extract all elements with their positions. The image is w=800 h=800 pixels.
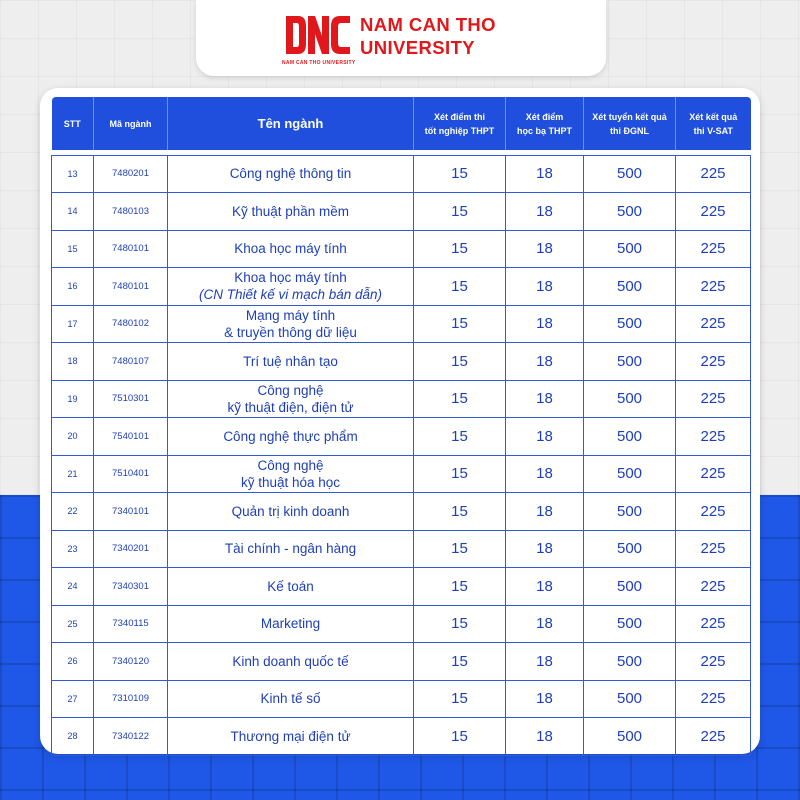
major-name-line1: Mạng máy tính <box>245 307 336 323</box>
cell-major-name <box>168 568 414 606</box>
cell-major-code: 7480101 <box>94 230 168 268</box>
cell-major-code: 7480201 <box>94 155 168 193</box>
table-body <box>52 150 751 755</box>
cell-thpt-score: 15 <box>414 455 506 493</box>
major-name-line1: Quản trị kinh doanh <box>231 503 350 519</box>
cell-dgnl-score: 500 <box>584 530 676 568</box>
major-name-line1: Khoa học máy tính <box>234 270 347 286</box>
cell-major-name <box>168 680 414 718</box>
cell-stt: 18 <box>52 343 94 381</box>
cell-dgnl-score: 500 <box>584 455 676 493</box>
table-row <box>52 643 751 681</box>
cell-major-code: 7480101 <box>94 268 168 306</box>
major-name-line1: Công nghệ <box>257 457 324 473</box>
cell-vsat-score: 225 <box>676 155 751 193</box>
cell-dgnl-score: 500 <box>584 680 676 718</box>
university-name <box>360 13 496 59</box>
cell-thpt-score: 15 <box>414 493 506 531</box>
cell-major-code: 7340201 <box>94 530 168 568</box>
cell-thpt-score: 15 <box>414 568 506 606</box>
cell-dgnl-score: 500 <box>584 268 676 306</box>
cell-stt: 13 <box>52 155 94 193</box>
table-row <box>52 418 751 456</box>
header-dgnl-line1: Xét tuyển kết quả <box>592 111 667 122</box>
cell-major-code: 7540101 <box>94 418 168 456</box>
cell-dgnl-score: 500 <box>584 380 676 418</box>
cell-dgnl-score: 500 <box>584 193 676 231</box>
major-name-line1: Trí tuệ nhân tạo <box>243 353 338 369</box>
cell-hocba-score: 18 <box>506 155 584 193</box>
cell-thpt-score: 15 <box>414 605 506 643</box>
cell-thpt-score: 15 <box>414 268 506 306</box>
major-name-line1: Kinh tế số <box>260 691 321 707</box>
cell-vsat-score: 225 <box>676 268 751 306</box>
cell-major-name <box>168 268 414 306</box>
cell-stt: 15 <box>52 230 94 268</box>
cell-thpt-score: 15 <box>414 343 506 381</box>
cell-hocba-score: 18 <box>506 268 584 306</box>
major-name-line1: Kỹ thuật phần mềm <box>231 203 350 219</box>
cell-dgnl-score: 500 <box>584 155 676 193</box>
table-row <box>52 680 751 718</box>
table-row <box>52 193 751 231</box>
cell-stt: 16 <box>52 268 94 306</box>
cell-thpt-score: 15 <box>414 680 506 718</box>
cell-major-code: 7310109 <box>94 680 168 718</box>
table-row <box>52 605 751 643</box>
table-row <box>52 230 751 268</box>
cell-major-name <box>168 718 414 756</box>
cell-thpt-score: 15 <box>414 155 506 193</box>
cell-stt: 21 <box>52 455 94 493</box>
major-name-line1: Thương mại điện tử <box>230 728 351 744</box>
cell-major-name <box>168 193 414 231</box>
header-hocba-line2: học bạ THPT <box>516 125 572 136</box>
header-stt: STT <box>52 97 94 150</box>
header-code: Mã ngành <box>94 97 168 150</box>
cell-vsat-score: 225 <box>676 418 751 456</box>
cell-hocba-score: 18 <box>506 193 584 231</box>
cell-hocba-score: 18 <box>506 343 584 381</box>
cell-dgnl-score: 500 <box>584 230 676 268</box>
cell-dgnl-score: 500 <box>584 718 676 756</box>
cell-hocba-score: 18 <box>506 605 584 643</box>
cell-thpt-score: 15 <box>414 718 506 756</box>
cell-dgnl-score: 500 <box>584 418 676 456</box>
cell-dgnl-score: 500 <box>584 343 676 381</box>
cell-vsat-score: 225 <box>676 530 751 568</box>
header-thpt-line1: Xét điểm thi <box>433 111 485 122</box>
cell-vsat-score: 225 <box>676 493 751 531</box>
cell-major-name <box>168 343 414 381</box>
admission-table <box>51 97 751 756</box>
table-row <box>52 530 751 568</box>
major-name-line1: Công nghệ thực phẩm <box>223 428 358 444</box>
header-thpt-line2: tốt nghiệp THPT <box>424 125 495 136</box>
table-row <box>52 155 751 193</box>
major-name-line2: kỹ thuật hóa học <box>240 474 341 490</box>
cell-stt: 19 <box>52 380 94 418</box>
cell-hocba-score: 18 <box>506 305 584 343</box>
cell-stt: 14 <box>52 193 94 231</box>
logo-subtitle: NAM CAN THO UNIVERSITY <box>282 60 356 66</box>
cell-major-name <box>168 493 414 531</box>
header-name: Tên ngành <box>168 97 414 150</box>
header-hocba-line1: Xét điểm <box>525 111 564 122</box>
major-name-line1: Tài chính - ngân hàng <box>224 541 357 557</box>
cell-hocba-score: 18 <box>506 718 584 756</box>
major-name-line1: Kế toán <box>267 578 314 594</box>
cell-stt: 22 <box>52 493 94 531</box>
table-row <box>52 718 751 756</box>
cell-major-name <box>168 643 414 681</box>
table-row <box>52 268 751 306</box>
cell-vsat-score: 225 <box>676 680 751 718</box>
cell-vsat-score: 225 <box>676 380 751 418</box>
header-vsat <box>676 97 751 150</box>
cell-major-code: 7510401 <box>94 455 168 493</box>
cell-major-name <box>168 380 414 418</box>
cell-hocba-score: 18 <box>506 455 584 493</box>
table-row <box>52 568 751 606</box>
cell-thpt-score: 15 <box>414 418 506 456</box>
logo-header <box>196 0 606 76</box>
header-dgnl-line2: thi ĐGNL <box>610 125 649 136</box>
cell-major-code: 7340122 <box>94 718 168 756</box>
cell-stt: 17 <box>52 305 94 343</box>
cell-major-name <box>168 305 414 343</box>
major-name-line2: (CN Thiết kế vi mạch bán dẫn) <box>198 287 383 303</box>
header-vsat-line2: thi V-SAT <box>693 125 733 136</box>
cell-thpt-score: 15 <box>414 380 506 418</box>
cell-stt: 27 <box>52 680 94 718</box>
cell-dgnl-score: 500 <box>584 643 676 681</box>
cell-stt: 24 <box>52 568 94 606</box>
cell-stt: 25 <box>52 605 94 643</box>
header-hocba <box>506 97 584 150</box>
cell-hocba-score: 18 <box>506 530 584 568</box>
cell-major-code: 7510301 <box>94 380 168 418</box>
cell-major-name <box>168 455 414 493</box>
cell-major-code: 7480103 <box>94 193 168 231</box>
major-name-line1: Marketing <box>260 616 321 632</box>
university-logo-mark <box>284 12 352 58</box>
cell-dgnl-score: 500 <box>584 305 676 343</box>
cell-stt: 23 <box>52 530 94 568</box>
cell-stt: 20 <box>52 418 94 456</box>
major-name-line2: kỹ thuật điện, điện tử <box>227 399 354 415</box>
cell-thpt-score: 15 <box>414 643 506 681</box>
cell-hocba-score: 18 <box>506 568 584 606</box>
cell-hocba-score: 18 <box>506 380 584 418</box>
cell-dgnl-score: 500 <box>584 493 676 531</box>
cell-major-name <box>168 418 414 456</box>
table-row <box>52 493 751 531</box>
cell-hocba-score: 18 <box>506 643 584 681</box>
table-row <box>52 305 751 343</box>
major-name-line1: Công nghệ <box>257 382 324 398</box>
cell-major-code: 7340115 <box>94 605 168 643</box>
cell-hocba-score: 18 <box>506 680 584 718</box>
major-name-line1: Kinh doanh quốc tế <box>232 653 349 669</box>
admission-table-card <box>40 88 760 754</box>
cell-vsat-score: 225 <box>676 718 751 756</box>
cell-major-name <box>168 605 414 643</box>
cell-major-name <box>168 230 414 268</box>
cell-vsat-score: 225 <box>676 343 751 381</box>
major-name-line2: & truyền thông dữ liệu <box>224 324 357 340</box>
major-name-line1: Khoa học máy tính <box>234 241 347 257</box>
cell-vsat-score: 225 <box>676 643 751 681</box>
table-header-row <box>52 97 751 150</box>
cell-vsat-score: 225 <box>676 305 751 343</box>
table-row <box>52 380 751 418</box>
university-name-line1: NAM CAN THO <box>360 14 496 35</box>
header-thpt <box>414 97 506 150</box>
cell-vsat-score: 225 <box>676 230 751 268</box>
cell-major-name <box>168 155 414 193</box>
cell-thpt-score: 15 <box>414 530 506 568</box>
cell-major-code: 7340301 <box>94 568 168 606</box>
table-row <box>52 455 751 493</box>
cell-hocba-score: 18 <box>506 493 584 531</box>
cell-major-code: 7340120 <box>94 643 168 681</box>
header-dgnl <box>584 97 676 150</box>
header-vsat-line1: Xét kết quả <box>689 111 738 122</box>
cell-major-code: 7480102 <box>94 305 168 343</box>
cell-hocba-score: 18 <box>506 230 584 268</box>
cell-vsat-score: 225 <box>676 568 751 606</box>
cell-dgnl-score: 500 <box>584 605 676 643</box>
cell-dgnl-score: 500 <box>584 568 676 606</box>
cell-thpt-score: 15 <box>414 305 506 343</box>
cell-vsat-score: 225 <box>676 605 751 643</box>
cell-hocba-score: 18 <box>506 418 584 456</box>
cell-major-name <box>168 530 414 568</box>
cell-major-code: 7480107 <box>94 343 168 381</box>
cell-stt: 26 <box>52 643 94 681</box>
cell-vsat-score: 225 <box>676 455 751 493</box>
cell-vsat-score: 225 <box>676 193 751 231</box>
cell-thpt-score: 15 <box>414 230 506 268</box>
cell-thpt-score: 15 <box>414 193 506 231</box>
cell-major-code: 7340101 <box>94 493 168 531</box>
major-name-line1: Công nghệ thông tin <box>229 166 352 182</box>
university-name-line2: UNIVERSITY <box>360 37 476 58</box>
table-row <box>52 343 751 381</box>
cell-stt: 28 <box>52 718 94 756</box>
